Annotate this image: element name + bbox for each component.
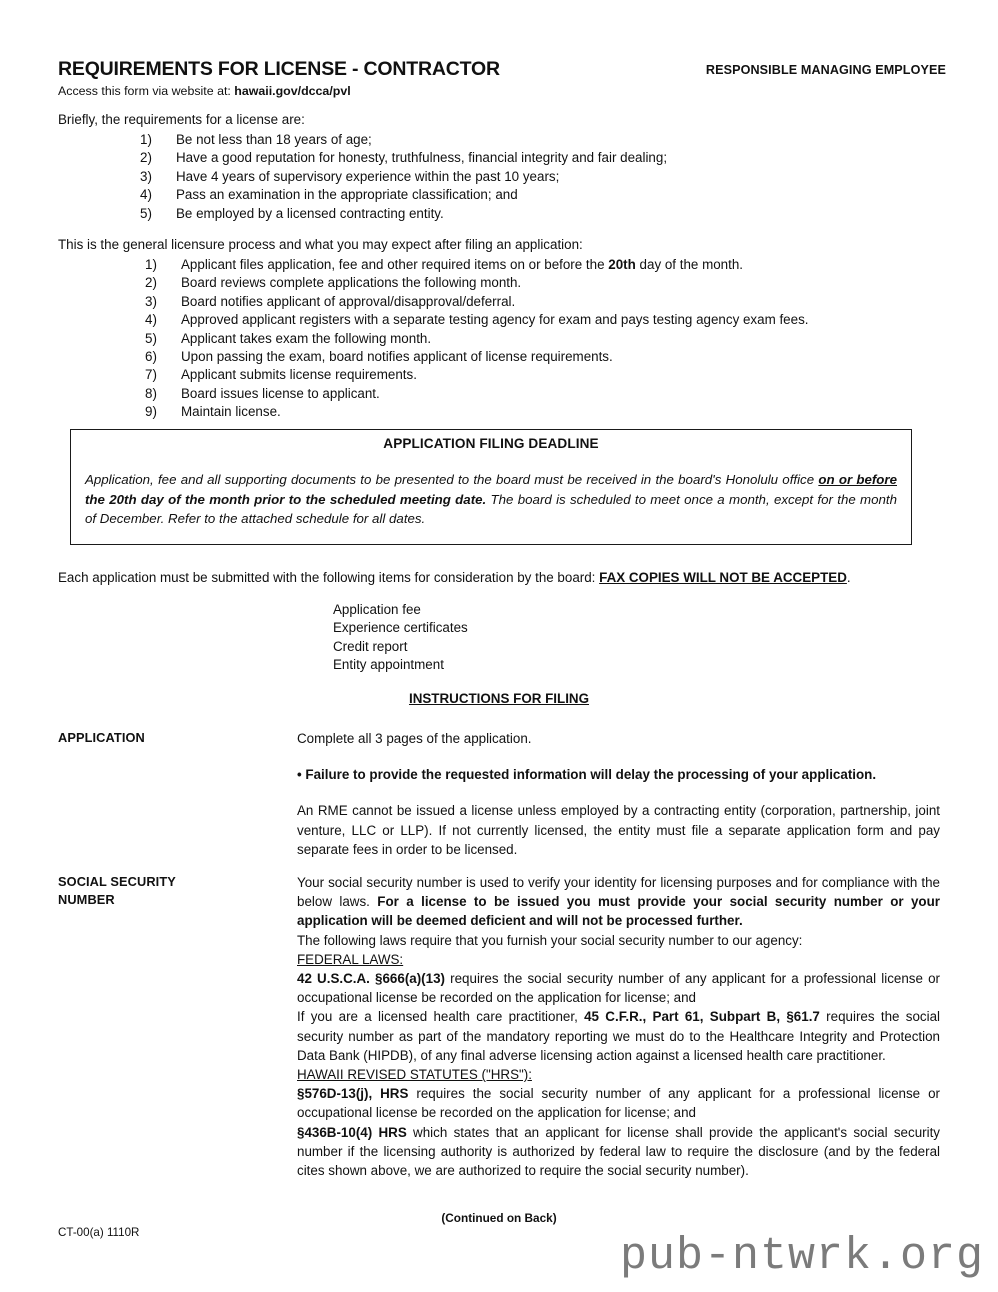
hrs-heading xyxy=(297,1065,940,1084)
ssn-label-line2: NUMBER xyxy=(58,892,115,908)
deadline-text-part3: The board is scheduled to meet once a month, except for the month of December. Refer to the attached schedule for all dates. xyxy=(85,491,897,527)
application-label-line1: APPLICATION xyxy=(58,730,145,745)
application-paragraph-2: An RME cannot be issued a license unless employed by a contracting entity (corporation, partnership, joint venture, LLC or LLP). If not currently licensed, the entity must file a separate application form and pay separate fees in order to be licensed. xyxy=(297,803,940,857)
requirement-item-number: 2) xyxy=(140,150,152,166)
process-item xyxy=(145,348,808,366)
federal-citation-1-text: requires the social security number of any applicant for a professional license or occupational license be recorded on the application for license; and xyxy=(297,971,940,1006)
requirement-item-number: 1) xyxy=(140,132,152,147)
process-item-text xyxy=(181,348,808,366)
process-item-number: 8) xyxy=(145,385,157,401)
requirements-list xyxy=(140,131,667,223)
website-url: hawaii.gov/dcca/pvl xyxy=(234,84,351,98)
federal-citation-2-code: 45 C.F.R., Part 61, Subpart B, §61.7 xyxy=(584,1009,820,1025)
process-item-text-before: Board reviews complete applications the following month. xyxy=(181,275,522,291)
submission-item: Experience certificates xyxy=(333,620,468,636)
hrs-citation-1 xyxy=(297,1084,940,1122)
continued-on-back-text: (Continued on Back) xyxy=(441,1211,557,1225)
website-access-line xyxy=(58,84,351,98)
requirement-item-text: Be not less than 18 years of age; xyxy=(176,132,372,147)
process-item xyxy=(145,385,808,403)
process-item-number: 3) xyxy=(145,293,157,309)
process-item-text-before: Applicant files application, fee and other required items on or before the xyxy=(181,257,609,272)
page-title: REQUIREMENTS FOR LICENSE - CONTRACTOR xyxy=(58,58,500,80)
requirement-item xyxy=(140,205,667,223)
requirement-item-text: Have a good reputation for honesty, truthfulness, financial integrity and fair dealing; xyxy=(176,150,668,166)
process-item-text xyxy=(181,385,808,403)
process-item-text-after: day of the month. xyxy=(635,257,744,272)
ssn-p1-bold: For a license to be issued you must provide your social security number or your application will be deemed deficient and will not be processed further. xyxy=(297,894,940,929)
deadline-box-body xyxy=(85,470,897,529)
process-item-text-before: Approved applicant registers with a separate testing agency for exam and pays testing agency exam fees. xyxy=(181,312,809,328)
federal-citation-1-code: 42 U.S.C.A. §666(a)(13) xyxy=(297,971,445,987)
process-item-emphasis: 20th xyxy=(608,257,636,272)
process-item xyxy=(145,330,808,348)
process-item-text-before: Board issues license to applicant. xyxy=(181,385,380,401)
application-paragraph-1: Complete all 3 pages of the application. xyxy=(297,731,532,746)
requirement-item xyxy=(140,131,667,149)
process-item xyxy=(145,274,808,292)
spacer xyxy=(297,784,940,801)
process-item-text-before: Board notifies applicant of approval/disapproval/deferral. xyxy=(181,293,516,309)
process-item-text xyxy=(181,366,808,384)
submission-items-list xyxy=(333,601,468,675)
process-item-text-before: Applicant submits license requirements. xyxy=(181,367,417,383)
process-item-text xyxy=(181,311,808,329)
submission-lead-line xyxy=(58,570,851,585)
process-item-text xyxy=(181,330,808,348)
deadline-bold-clause: the 20th day of the month prior to the scheduled meeting date. xyxy=(85,491,487,507)
process-item-number: 1) xyxy=(145,257,157,272)
federal-laws-heading xyxy=(297,950,940,969)
process-item xyxy=(145,403,808,421)
ssn-section-body xyxy=(297,873,940,1180)
federal-citation-2 xyxy=(297,1007,940,1065)
process-item-text-before: Upon passing the exam, board notifies applicant of license requirements. xyxy=(181,349,613,365)
header-right-title: RESPONSIBLE MANAGING EMPLOYEE xyxy=(705,63,946,77)
hrs-heading-text: HAWAII REVISED STATUTES ("HRS"): xyxy=(297,1067,532,1083)
requirement-item-text: Be employed by a licensed contracting entity. xyxy=(176,205,444,221)
submission-lead-text: Each application must be submitted with the following items for consideration by the board: xyxy=(58,570,600,585)
application-filing-deadline-box xyxy=(70,429,912,545)
requirement-item-text: Have 4 years of supervisory experience within the past 10 years; xyxy=(176,168,560,184)
process-list xyxy=(145,256,808,422)
federal-citation-1 xyxy=(297,969,940,1007)
requirements-lead: Briefly, the requirements for a license are: xyxy=(58,112,305,127)
process-item xyxy=(145,293,808,311)
requirement-item-number: 3) xyxy=(140,168,152,184)
hrs-citation-2 xyxy=(297,1123,940,1181)
process-lead: This is the general licensure process and what you may expect after filing an application: xyxy=(58,237,583,252)
instructions-heading-text: INSTRUCTIONS FOR FILING xyxy=(408,691,590,706)
process-item-number: 4) xyxy=(145,312,157,328)
deadline-text-part1: Application, fee and all supporting documents to be presented to the board must be received in the board's Honolulu office xyxy=(85,472,819,487)
process-item-number: 2) xyxy=(145,275,157,291)
process-item-number: 5) xyxy=(145,330,157,346)
process-item xyxy=(145,256,808,274)
ssn-paragraph-1 xyxy=(297,873,940,931)
requirement-item xyxy=(140,168,667,186)
spacer xyxy=(297,748,940,765)
requirement-item-number: 4) xyxy=(140,187,152,203)
submission-item: Credit report xyxy=(333,638,408,654)
application-section-label xyxy=(58,729,145,747)
fax-notice: FAX COPIES WILL NOT BE ACCEPTED xyxy=(599,570,847,585)
deadline-on-or-before: on or before xyxy=(818,472,897,487)
process-item xyxy=(145,366,808,384)
ssn-p1-normal: Your social security number is used to verify your identity for licensing purposes and for compliance with the below laws. xyxy=(297,875,940,910)
requirement-item xyxy=(140,186,667,204)
federal-citation-2-pre: If you are a licensed health care practitioner, xyxy=(297,1009,585,1025)
process-item-text xyxy=(181,274,808,292)
hrs-citation-2-text: which states that an applicant for license shall provide the applicant's social security number if the licensing authority is authorized by federal law to require the disclosure (and by the federal cites shown above, we are authorized to require the social security number). xyxy=(297,1124,940,1179)
process-item-number: 9) xyxy=(145,404,157,420)
requirement-item xyxy=(140,149,667,167)
ssn-paragraph-2: The following laws require that you furnish your social security number to our agency: xyxy=(297,932,803,948)
submission-lead-period: . xyxy=(846,570,851,585)
requirement-item-number: 5) xyxy=(140,205,152,221)
hrs-citation-1-text: requires the social security number of any applicant for a professional license or occupational license be recorded on the application for license; and xyxy=(297,1086,940,1121)
process-item-number: 6) xyxy=(145,349,157,365)
process-item-number: 7) xyxy=(145,367,157,383)
continued-on-back xyxy=(0,1211,998,1225)
process-item-text-before: Maintain license. xyxy=(181,404,281,420)
application-section-body xyxy=(297,729,940,859)
deadline-box-title: APPLICATION FILING DEADLINE xyxy=(383,436,599,451)
hrs-citation-1-code: §576D-13(j), HRS xyxy=(297,1086,409,1102)
process-item xyxy=(145,311,808,329)
instructions-heading xyxy=(0,691,998,706)
federal-laws-heading-text: FEDERAL LAWS: xyxy=(297,951,404,967)
process-item-text xyxy=(181,256,808,274)
process-item-text xyxy=(181,403,808,421)
submission-item: Entity appointment xyxy=(333,657,444,673)
application-bullet-warning: • Failure to provide the requested information will delay the processing of your application. xyxy=(297,767,877,783)
watermark: pub-ntwrk.org xyxy=(619,1231,984,1282)
federal-citation-2-text: requires the social security number as part of the mandatory reporting we must do to the Healthcare Integrity and Protection Data Bank (HIPDB), of any final adverse licensing action against a licensed health care practitioner. xyxy=(297,1009,940,1063)
process-item-text-before: Applicant takes exam the following month. xyxy=(181,330,432,346)
website-access-prefix: Access this form via website at: xyxy=(58,84,231,98)
ssn-section-label xyxy=(58,873,176,910)
document-header xyxy=(58,58,946,81)
ssn-label-line1: SOCIAL SECURITY xyxy=(58,874,176,889)
process-item-text xyxy=(181,293,808,311)
form-number: CT-00(a) 1110R xyxy=(58,1226,140,1239)
hrs-citation-2-code: §436B-10(4) HRS xyxy=(297,1124,407,1140)
requirement-item-text: Pass an examination in the appropriate classification; and xyxy=(176,187,518,203)
submission-item: Application fee xyxy=(333,602,421,617)
